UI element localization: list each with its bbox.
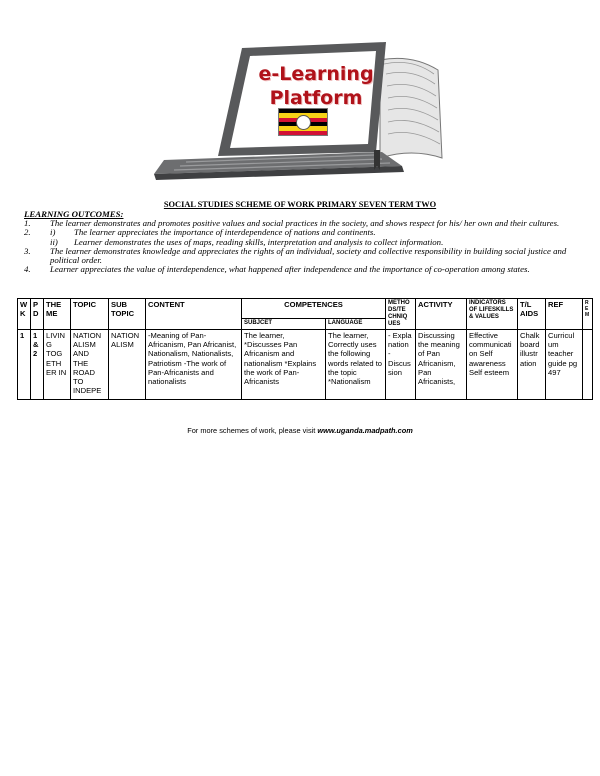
outcome-number: 3. bbox=[24, 245, 31, 256]
logo-line-2: Platform bbox=[269, 87, 363, 109]
cell-subtopic: NATION ALISM bbox=[109, 330, 146, 400]
cell-activity: Discussing the meaning of Pan Africanism, Pan Africanists, bbox=[416, 330, 467, 400]
outcome-item bbox=[24, 265, 584, 274]
table-header-row bbox=[18, 299, 593, 319]
cell-indicators: Effective communicati on Self awareness Self esteem bbox=[467, 330, 518, 400]
uganda-flag-icon bbox=[278, 108, 328, 136]
header-period: P D bbox=[31, 299, 44, 330]
crane-emblem-icon bbox=[296, 115, 311, 130]
table-row bbox=[18, 330, 593, 400]
cell-aids: Chalk board illustr ation bbox=[518, 330, 546, 400]
outcome-text: The learner demonstrates and promotes positive values and social practices in the society, and shows respect for his/ her own and their cultures. bbox=[50, 218, 560, 229]
footer-note bbox=[0, 426, 600, 435]
header-week: W K bbox=[18, 299, 31, 330]
header-subtopic: SUB TOPIC bbox=[109, 299, 146, 330]
header-topic: TOPIC bbox=[71, 299, 109, 330]
outcome-sub-text: Learner demonstrates the uses of maps, reading skills, interpretation and analysis to collect information. bbox=[74, 236, 444, 247]
outcome-number: 4. bbox=[24, 264, 31, 275]
outcome-number: 1. bbox=[24, 218, 31, 229]
logo-wordmark bbox=[256, 62, 376, 110]
header-subject: SUBJCET bbox=[242, 319, 326, 330]
cell-ref: Curricul um teacher guide pg 497 bbox=[546, 330, 583, 400]
outcome-sub-number: ii) bbox=[50, 236, 58, 247]
header-remarks: R E M bbox=[583, 299, 593, 330]
footer-link[interactable]: www.uganda.madpath.com bbox=[317, 426, 413, 435]
cell-remarks bbox=[583, 330, 593, 400]
outcome-sub-text: The learner appreciates the importance of interdependence of nations and continents. bbox=[74, 227, 376, 238]
header-language: LANGUAGE bbox=[326, 319, 386, 330]
cell-period: 1 & 2 bbox=[31, 330, 44, 400]
outcome-item bbox=[24, 247, 584, 265]
header-methods: METHO DS/TE CHNIQ UES bbox=[386, 299, 416, 330]
outcome-number: 2. bbox=[24, 227, 31, 238]
header-theme: THE ME bbox=[44, 299, 71, 330]
cell-methods: - Expla nation - Discus sion bbox=[386, 330, 416, 400]
header-indicators: INDICATORS OF LIFESKILLS & VALUES bbox=[467, 299, 518, 330]
outcome-text: Learner appreciates the value of interdependence, what happened after independence and the importance of co-operation among states. bbox=[50, 264, 530, 275]
elearning-logo bbox=[150, 40, 450, 180]
footer-text: For more schemes of work, please visit bbox=[187, 426, 318, 435]
outcome-text: The learner demonstrates knowledge and appreciates the rights of an individual, society and collective responsibility in building social justice and political order. bbox=[50, 245, 567, 266]
header-aids: T/L AIDS bbox=[518, 299, 546, 330]
header-ref: REF bbox=[546, 299, 583, 330]
cell-theme: LIVIN G TOG ETH ER IN bbox=[44, 330, 71, 400]
cell-subject-competence: The learner, *Discusses Pan Africanism and nationalism *Explains the work of Pan-Africanists bbox=[242, 330, 326, 400]
cell-language-competence: The learner, Correctly uses the following words related to the topic *Nationalism bbox=[326, 330, 386, 400]
header-content: CONTENT bbox=[146, 299, 242, 330]
header-activity: ACTIVITY bbox=[416, 299, 467, 330]
outcomes-heading: LEARNING OUTCOMES: bbox=[24, 209, 124, 219]
cell-content: -Meaning of Pan-Africanism, Pan Africanist, Nationalism, Nationalists, Patriotism -The work of Pan-Africanists and nationalists bbox=[146, 330, 242, 400]
cell-topic: NATION ALISM AND THE ROAD TO INDEPE bbox=[71, 330, 109, 400]
document-title: SOCIAL STUDIES SCHEME OF WORK PRIMARY SEVEN TERM TWO bbox=[163, 200, 437, 209]
cell-week: 1 bbox=[18, 330, 31, 400]
learning-outcomes bbox=[24, 210, 584, 274]
scheme-table bbox=[17, 298, 593, 400]
header-competences: COMPETENCES bbox=[242, 299, 386, 319]
logo-line-1: e-Learning bbox=[258, 63, 374, 85]
outcome-sub-number: i) bbox=[50, 227, 56, 238]
